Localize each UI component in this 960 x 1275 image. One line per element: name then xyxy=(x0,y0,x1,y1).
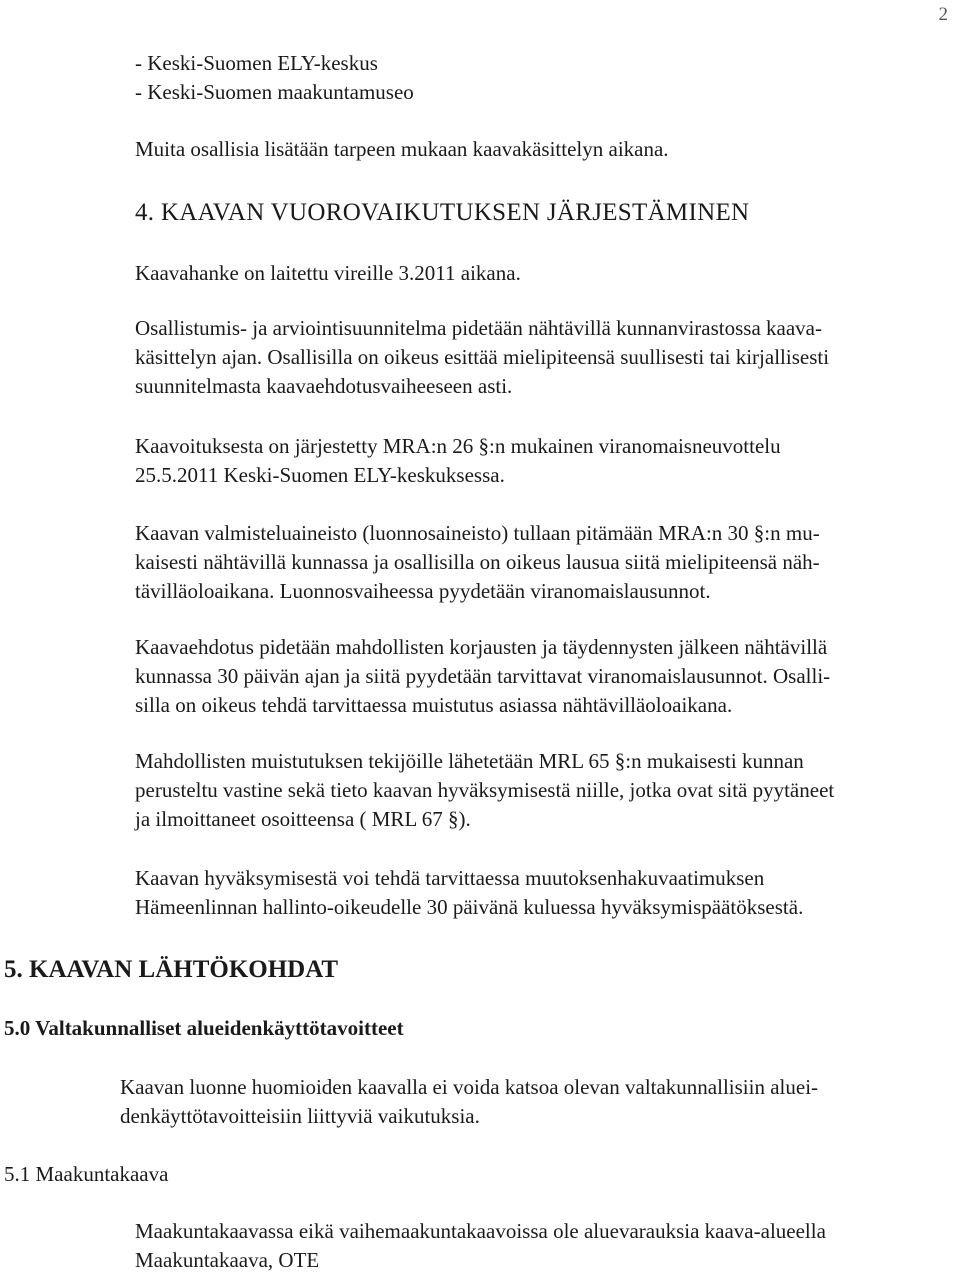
paragraph-muita: Muita osallisia lisätään tarpeen mukaan kaavakäsittelyn aikana. xyxy=(135,137,669,161)
text-line: suunnitelmasta kaavaehdotusvaiheeseen asti. xyxy=(135,374,513,398)
paragraph-kaavoituksesta xyxy=(135,432,955,490)
list-item: - Keski-Suomen maakuntamuseo xyxy=(135,80,414,104)
text-line: Maakuntakaavassa eikä vaihemaakuntakaavoissa ole aluevarauksia kaava-alueella xyxy=(135,1219,826,1243)
text-line: ja ilmoittaneet osoitteensa ( MRL 67 §). xyxy=(135,807,471,831)
text-line: tävilläoloaikana. Luonnosvaiheessa pyydetään viranomaislausunnot. xyxy=(135,579,711,603)
text-line: 25.5.2011 Keski-Suomen ELY-keskuksessa. xyxy=(135,463,505,487)
subsection-heading-5-0: 5.0 Valtakunnalliset alueidenkäyttötavoitteet xyxy=(4,1016,404,1040)
stakeholder-list xyxy=(135,49,955,107)
paragraph-luonne xyxy=(120,1073,955,1131)
text-line: käsittelyn ajan. Osallisilla on oikeus esittää mielipiteensä suullisesti tai kirjallisesti xyxy=(135,345,830,369)
text-line: denkäyttötavoitteisiin liittyviä vaikutuksia. xyxy=(120,1104,480,1128)
paragraph-osallistumis xyxy=(135,314,955,401)
section-heading-4: 4. KAAVAN VUOROVAIKUTUKSEN JÄRJESTÄMINEN xyxy=(135,199,750,226)
text-line: Osallistumis- ja arviointisuunnitelma pidetään nähtävillä kunnanvirastossa kaava- xyxy=(135,316,822,340)
text-line: Kaavan valmisteluaineisto (luonnosaineisto) tullaan pitämään MRA:n 30 §:n mu- xyxy=(135,521,820,545)
paragraph-maakunta xyxy=(135,1217,955,1275)
text-line: Kaavan luonne huomioiden kaavalla ei voida katsoa olevan valtakunnallisiin aluei- xyxy=(120,1075,819,1099)
paragraph-ehdotus xyxy=(135,633,955,720)
section-heading-5: 5. KAAVAN LÄHTÖKOHDAT xyxy=(4,956,339,983)
text-line: Kaavaehdotus pidetään mahdollisten korjausten ja täydennysten jälkeen nähtävillä xyxy=(135,635,828,659)
subsection-heading-5-1: 5.1 Maakuntakaava xyxy=(4,1162,169,1186)
paragraph-muistutus xyxy=(135,747,955,834)
page-number: 2 xyxy=(938,4,948,25)
paragraph-valmistelu xyxy=(135,519,955,606)
text-line: Kaavoituksesta on järjestetty MRA:n 26 §:n mukainen viranomaisneuvottelu xyxy=(135,434,781,458)
text-line: perusteltu vastine sekä tieto kaavan hyväksymisestä niille, jotka ovat sitä pyytäneet xyxy=(135,778,835,802)
text-line: kaisesti nähtävillä kunnassa ja osallisilla on oikeus lausua siitä mielipiteensä näh- xyxy=(135,550,820,574)
text-line: kunnassa 30 päivän ajan ja siitä pyydetään tarvittavat viranomaislausunnot. Osalli- xyxy=(135,664,831,688)
text-line: Kaavan hyväksymisestä voi tehdä tarvittaessa muutoksenhakuvaatimuksen xyxy=(135,866,765,890)
text-line: Maakuntakaava, OTE xyxy=(135,1248,320,1272)
paragraph-vireille: Kaavahanke on laitettu vireille 3.2011 aikana. xyxy=(135,261,521,285)
list-item: - Keski-Suomen ELY-keskus xyxy=(135,51,378,75)
text-line: Mahdollisten muistutuksen tekijöille lähetetään MRL 65 §:n mukaisesti kunnan xyxy=(135,749,804,773)
paragraph-hyvaksyminen xyxy=(135,864,955,922)
text-line: silla on oikeus tehdä tarvittaessa muistutus asiassa nähtävilläoloaikana. xyxy=(135,693,733,717)
text-line: Hämeenlinnan hallinto-oikeudelle 30 päivänä kuluessa hyväksymispäätöksestä. xyxy=(135,895,804,919)
